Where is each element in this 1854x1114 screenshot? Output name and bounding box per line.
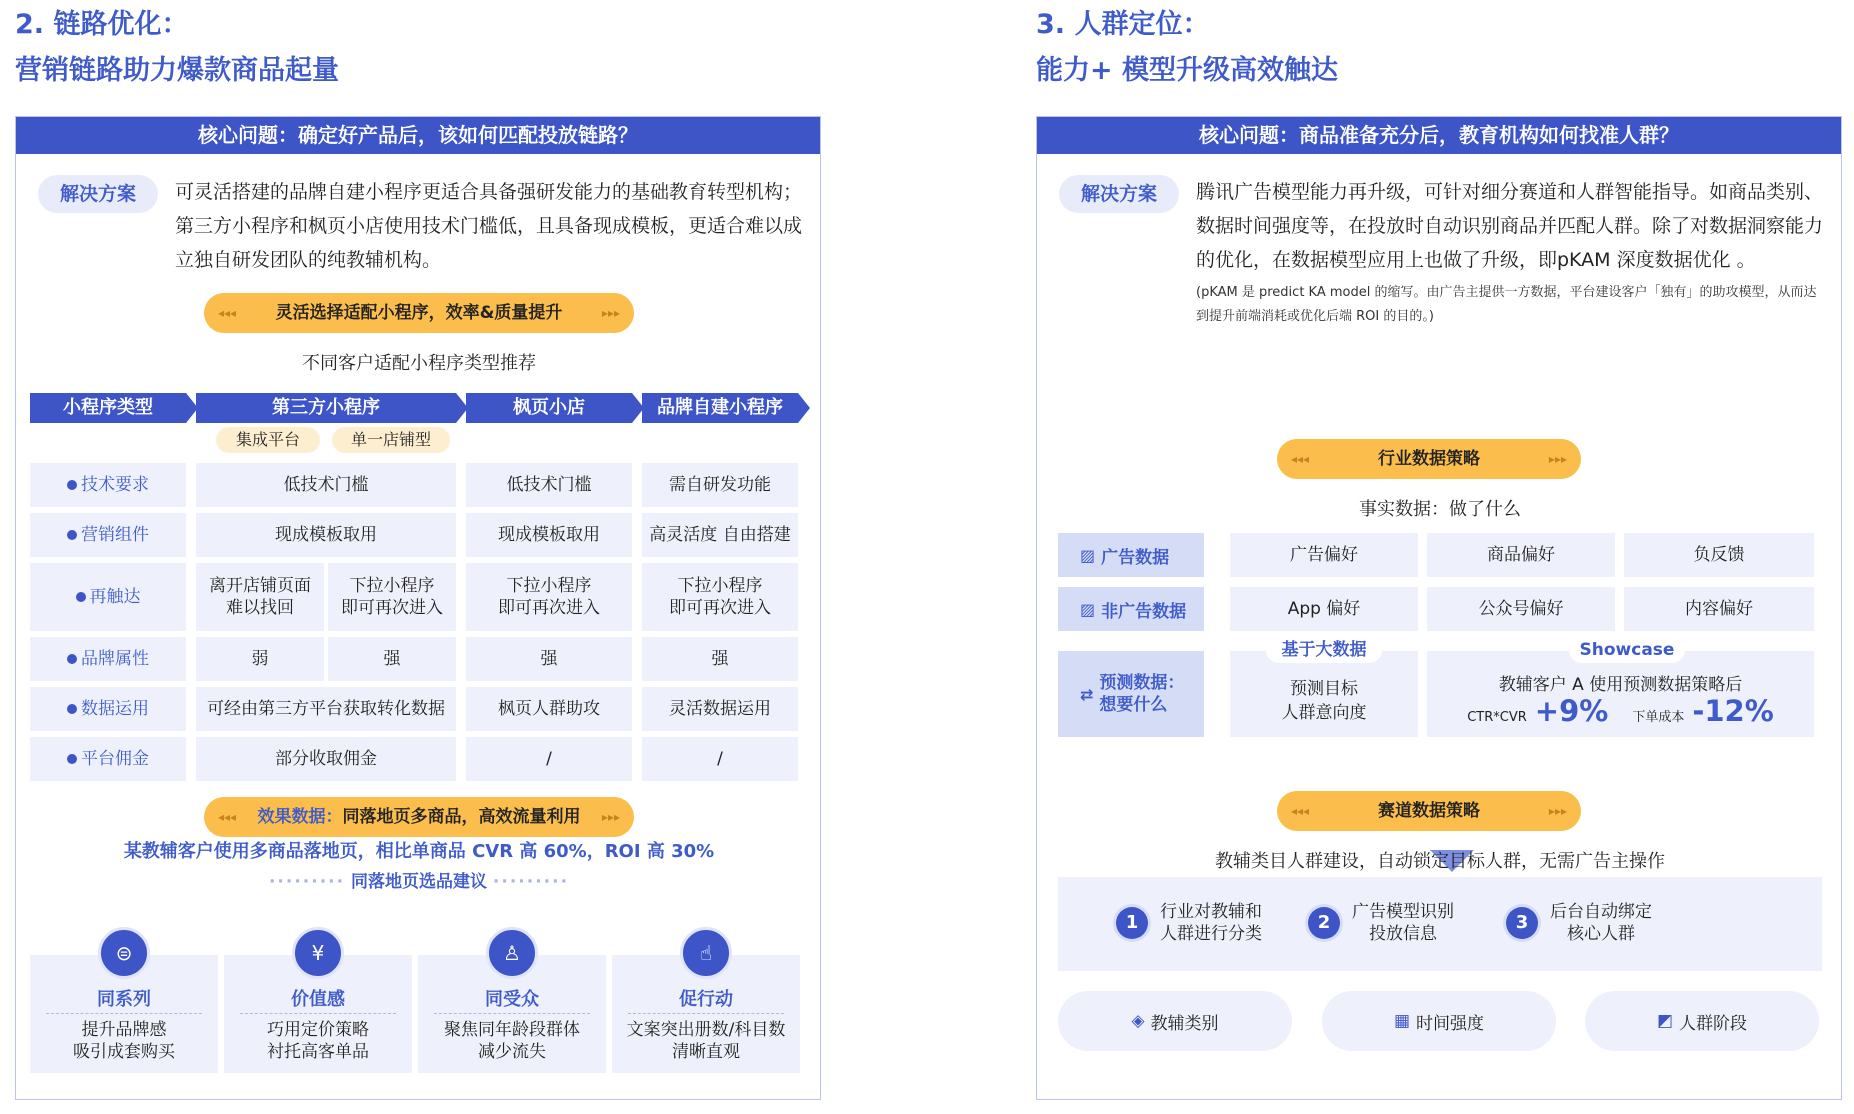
right-caption-track: 教辅类目人群建设，自动锁定目标人群，无需广告主操作 xyxy=(1215,851,1665,872)
pill-label: 人群阶段 xyxy=(1679,1013,1748,1034)
cell-data-fengye: 枫页人群助攻 xyxy=(466,687,632,731)
bullet-icon xyxy=(67,754,77,764)
effect-prefix: 效果数据： xyxy=(257,807,343,827)
right-caption-fact: 事实数据：做了什么 xyxy=(1359,499,1521,520)
effect-rest: 同落地页多商品，高效流量利用 xyxy=(342,807,581,827)
step-number: 2 xyxy=(1308,907,1340,939)
left-solution-tag: 解决方案 xyxy=(38,175,158,213)
cell-retouch-integrated: 离开店铺页面 难以找回 xyxy=(196,563,324,631)
step-1 xyxy=(1116,901,1262,945)
right-pill-industry xyxy=(1277,439,1581,479)
step-text: 行业对教辅和 人群进行分类 xyxy=(1160,902,1262,944)
step-text: 广告模型识别 投放信息 xyxy=(1352,902,1454,944)
subtag-integrated: 集成平台 xyxy=(216,427,320,453)
cell-showcase xyxy=(1427,651,1814,737)
metric-ctr-label: CTR*CVR xyxy=(1467,709,1527,725)
effect-subtitle-text: 同落地页选品建议 xyxy=(351,872,487,892)
cell-commission-third: 部分收取佣金 xyxy=(196,737,456,781)
cell-commission-fengye: / xyxy=(466,737,632,781)
metric-cost-label: 下单成本 xyxy=(1632,709,1685,725)
row-label-text: 技术要求 xyxy=(81,475,149,495)
forecast-icon: ⇄ xyxy=(1080,684,1094,704)
right-solution-body xyxy=(1196,175,1824,329)
left-core-question: 核心问题：确定好产品后，该如何匹配投放链路？ xyxy=(16,117,820,154)
step-number: 3 xyxy=(1506,907,1538,939)
dots-left-icon: ◂◂◂ xyxy=(218,810,237,824)
right-pill-track-label: 赛道数据策略 xyxy=(1378,801,1480,821)
left-table-caption: 不同客户适配小程序类型推荐 xyxy=(302,353,536,374)
bullet-icon xyxy=(67,480,77,490)
row-label-prediction xyxy=(1058,651,1204,737)
left-pill-strategy xyxy=(204,293,634,333)
cell-brand-single: 强 xyxy=(328,637,456,681)
right-pill-track xyxy=(1277,791,1581,831)
dots-right-icon: ▸▸▸ xyxy=(601,810,620,824)
left-heading-number: 2. 链路优化： xyxy=(15,9,189,40)
right-solution-text: 腾讯广告模型能力再升级，可针对细分赛道和人群智能指导。如商品类别、数据时间强度等，在投放时自动识别商品并匹配人群。除了对数据洞察能力的优化，在数据模型应用上也做了升级，即pKAM 深度数据优化 。 xyxy=(1196,181,1824,271)
yen-icon: ¥ xyxy=(292,927,344,979)
card-title: 同受众 xyxy=(485,989,539,1010)
row-label-text: 数据运用 xyxy=(81,699,149,719)
left-solution-text: 可灵活搭建的品牌自建小程序更适合具备强研发能力的基础教育转型机构；第三方小程序和枫页小店使用技术门槛低，且具备现成模板，更适合难以成立独自研发团队的纯教辅机构。 xyxy=(175,181,803,271)
card-title: 价值感 xyxy=(291,989,345,1010)
cell-marketing-fengye: 现成模板取用 xyxy=(466,513,632,557)
left-pill-effect xyxy=(204,797,634,837)
cell-brand-integrated: 弱 xyxy=(196,637,324,681)
card-title: 促行动 xyxy=(679,989,733,1010)
table-header-fengye: 枫页小店 xyxy=(466,393,632,423)
right-section xyxy=(1036,0,1842,1034)
row-label-text: 品牌属性 xyxy=(81,649,149,669)
effect-subtitle xyxy=(16,867,822,892)
step-text: 后台自动绑定 核心人群 xyxy=(1550,902,1652,944)
cell-brand-fengye: 强 xyxy=(466,637,632,681)
row-label-retouch xyxy=(30,563,186,631)
cell-tech-brand: 需自研发功能 xyxy=(642,463,798,507)
right-heading-subtitle: 能力+ 模型升级高效触达 xyxy=(1036,55,1339,86)
step-2 xyxy=(1308,901,1454,945)
card-action xyxy=(612,941,800,1073)
cell-negative-feedback: 负反馈 xyxy=(1624,533,1814,577)
cell-brand-self: 强 xyxy=(642,637,798,681)
card-title: 同系列 xyxy=(97,989,151,1010)
row-label-brand-attr xyxy=(30,637,186,681)
row-label-tech xyxy=(30,463,186,507)
dots-right-icon: ▸▸▸ xyxy=(1548,452,1567,466)
row-label-text: 再触达 xyxy=(89,587,141,607)
row-label-ad-data xyxy=(1058,533,1204,577)
table-header-brand: 品牌自建小程序 xyxy=(642,393,798,423)
pill-label: 教辅类别 xyxy=(1150,1013,1219,1034)
row-label-text: 广告数据 xyxy=(1101,547,1170,568)
cell-tech-third: 低技术门槛 xyxy=(196,463,456,507)
card-value xyxy=(224,941,412,1073)
bullet-icon xyxy=(76,592,86,602)
tag-big-data: 基于大数据 xyxy=(1266,637,1382,663)
step-3 xyxy=(1506,901,1652,945)
user-icon: ♙ xyxy=(486,927,538,979)
cell-prediction-target: 预测目标 人群意向度 xyxy=(1230,651,1418,737)
image-icon: ▨ xyxy=(1080,545,1096,565)
cell-marketing-brand: 高灵活度 自由搭建 xyxy=(642,513,798,557)
dots-left-icon: ◂◂◂ xyxy=(1291,804,1310,818)
cell-official-account-pref: 公众号偏好 xyxy=(1427,587,1615,631)
cell-retouch-fengye: 下拉小程序 即可再次进入 xyxy=(466,563,632,631)
cell-retouch-brand: 下拉小程序 即可再次进入 xyxy=(642,563,798,631)
row-label-text: 平台佣金 xyxy=(81,749,149,769)
pill-time-intensity xyxy=(1322,991,1556,1051)
hand-icon: ☝ xyxy=(680,927,732,979)
left-heading-subtitle: 营销链路助力爆款商品起量 xyxy=(15,55,339,86)
cell-marketing-third: 现成模板取用 xyxy=(196,513,456,557)
bullet-icon xyxy=(67,654,77,664)
subtag-single-store: 单一店铺型 xyxy=(332,427,450,453)
cell-product-pref: 商品偏好 xyxy=(1427,533,1615,577)
card-divider xyxy=(240,1013,396,1014)
card-audience xyxy=(418,941,606,1073)
row-label-nonad-data xyxy=(1058,587,1204,631)
step-number: 1 xyxy=(1116,907,1148,939)
cell-content-pref: 内容偏好 xyxy=(1624,587,1814,631)
row-label-text: 非广告数据 xyxy=(1101,601,1187,622)
cell-app-pref: App 偏好 xyxy=(1230,587,1418,631)
pill-audience-stage xyxy=(1585,991,1819,1051)
cell-retouch-single: 下拉小程序 即可再次进入 xyxy=(328,563,456,631)
cell-data-brand: 灵活数据运用 xyxy=(642,687,798,731)
card-text: 巧用定价策略 衬托高客单品 xyxy=(267,1020,369,1062)
row-label-data xyxy=(30,687,186,731)
showcase-metrics xyxy=(1467,693,1774,730)
calendar-icon: ▦ xyxy=(1393,1011,1411,1031)
stack-icon: ◈ xyxy=(1131,1011,1145,1031)
right-panel xyxy=(1036,116,1842,1100)
chart-icon: ◩ xyxy=(1656,1011,1674,1031)
left-section xyxy=(15,0,821,1062)
right-heading-number: 3. 人群定位： xyxy=(1036,9,1210,40)
bullet-icon xyxy=(67,704,77,714)
card-text: 文案突出册数/科目数 清晰直观 xyxy=(626,1020,786,1062)
table-header-third-party: 第三方小程序 xyxy=(196,393,456,423)
card-divider xyxy=(434,1013,590,1014)
card-series xyxy=(30,941,218,1073)
right-pill-industry-label: 行业数据策略 xyxy=(1378,449,1480,469)
row-label-text: 营销组件 xyxy=(81,525,149,545)
card-text: 聚焦同年龄段群体 减少流失 xyxy=(444,1020,580,1062)
left-panel xyxy=(15,116,821,1100)
metric-cost-value: -12% xyxy=(1692,693,1774,728)
card-divider xyxy=(628,1013,784,1014)
dots-right-icon: ▸▸▸ xyxy=(601,306,620,320)
trend-icon: ▨ xyxy=(1080,599,1096,619)
dots-right-icon: ▸▸▸ xyxy=(1548,804,1567,818)
cell-tech-fengye: 低技术门槛 xyxy=(466,463,632,507)
row-label-text: 预测数据： 想要什么 xyxy=(1099,673,1185,715)
card-text: 提升品牌感 吸引成套购买 xyxy=(73,1020,175,1062)
layers-icon: ⊜ xyxy=(98,927,150,979)
bullet-icon xyxy=(67,530,77,540)
dots-left-icon: ◂◂◂ xyxy=(218,306,237,320)
table-header-type: 小程序类型 xyxy=(30,393,186,423)
right-core-question: 核心问题：商品准备充分后，教育机构如何找准人群？ xyxy=(1037,117,1841,154)
steps-panel xyxy=(1058,877,1822,971)
card-divider xyxy=(46,1013,202,1014)
dots-left-icon: ◂◂◂ xyxy=(1291,452,1310,466)
row-label-marketing xyxy=(30,513,186,557)
tag-showcase: Showcase xyxy=(1569,637,1685,663)
cell-data-third: 可经由第三方平台获取转化数据 xyxy=(196,687,456,731)
right-solution-note: (pKAM 是 predict KA model 的缩写。由广告主提供一方数据，平台建设客户「独有」的助攻模型，从而达到提升前端消耗或优化后端 ROI 的目的。) xyxy=(1196,285,1817,324)
row-label-commission xyxy=(30,737,186,781)
right-solution-tag: 解决方案 xyxy=(1059,175,1179,213)
dots-right-icon: ········· xyxy=(492,872,570,892)
pill-education-category xyxy=(1058,991,1292,1051)
cell-ad-pref: 广告偏好 xyxy=(1230,533,1418,577)
showcase-text: 教辅客户 A 使用预测数据策略后 xyxy=(1498,674,1743,695)
pill-label: 时间强度 xyxy=(1416,1013,1485,1034)
dots-left-icon: ········· xyxy=(268,872,346,892)
metric-ctr-value: +9% xyxy=(1534,693,1609,728)
cell-commission-brand: / xyxy=(642,737,798,781)
left-pill-strategy-label: 灵活选择适配小程序，效率&质量提升 xyxy=(275,303,563,323)
effect-line: 某教辅客户使用多商品落地页，相比单商品 CVR 高 60%，ROI 高 30% xyxy=(123,841,715,862)
